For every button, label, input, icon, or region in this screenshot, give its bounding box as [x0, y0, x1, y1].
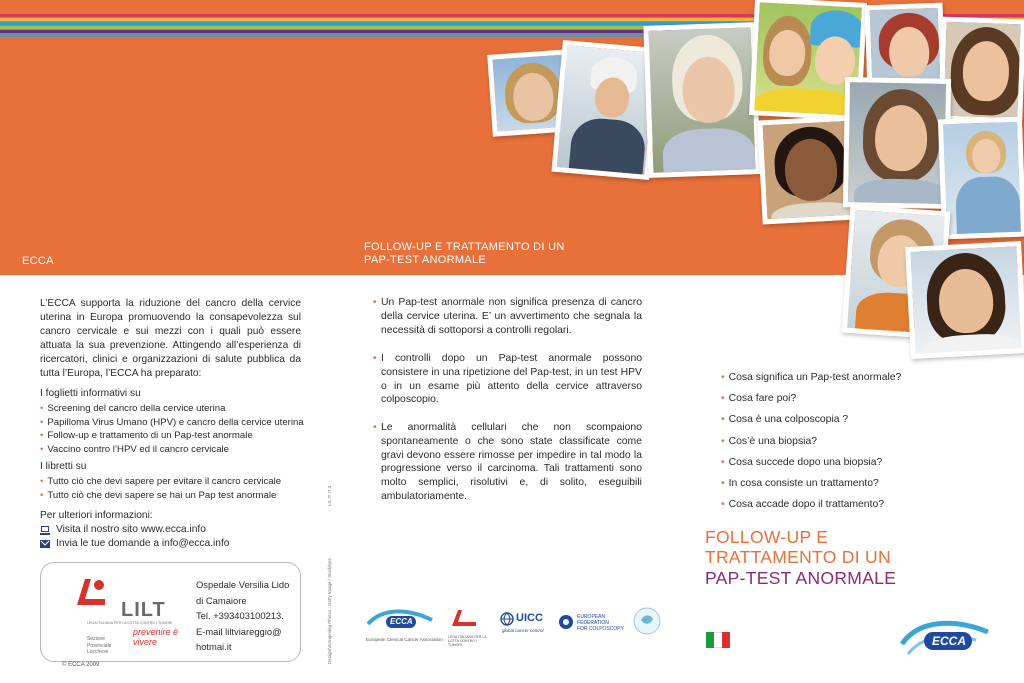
partner-ecca-logo	[366, 606, 443, 646]
lilt-full-name: LEGA ITALIANA PER LA LOTTA CONTRO I TUMORI	[87, 621, 173, 625]
bullet: •	[373, 297, 377, 308]
email-row[interactable]	[40, 538, 229, 549]
banner-label-ecca: ECCA	[22, 255, 54, 267]
vertical-credits: Design/Vormgeving Photos : Getty Image / Stockbyte	[327, 557, 332, 664]
list-item: • Screening del cancro della cervice uterina	[40, 402, 304, 416]
lilt-slogan: prevenire è vivere	[133, 627, 179, 647]
intro-paragraph: L’ECCA supporta la riduzione del cancro della cervice uterina in Europa promuovendo la consapevolezza sul cancro cervicale e sui mezzi con i quali può essere attuata la sua prevenzione. Attingendo all’esperienza di ricercatori, clinici e organizzazioni di salute pubblica da tutta l’Europa, l’ECCA ha preparato:	[40, 298, 301, 379]
lilt-contact-box	[40, 562, 301, 662]
address-line[interactable]: E-mail liltviareggio@	[196, 625, 282, 637]
list-item: • Cosa fare poi?	[721, 393, 901, 414]
efc-seal-icon	[558, 614, 574, 630]
partner-efc-text	[577, 614, 624, 632]
computer-icon	[40, 525, 50, 535]
lilt-section-line: Provinciale	[87, 642, 112, 649]
bullet: •	[373, 422, 377, 433]
booklets-list	[40, 475, 281, 502]
lilt-section-line: Sezione	[87, 636, 106, 642]
flag-green	[706, 632, 714, 648]
partner-ecca-caption: European Cervical Cancer Association	[366, 637, 443, 642]
address-line[interactable]: hotmai.it	[196, 641, 232, 652]
leaflets-list	[40, 402, 304, 456]
photo-woman-9	[938, 117, 1024, 240]
partner-circle-logo	[632, 606, 662, 646]
middle-paragraph-1	[373, 296, 642, 337]
partner-uicc-text: UICC	[516, 612, 543, 624]
partner-uicc-caption: global cancer control	[502, 628, 544, 633]
list-item: • Tutto ciò che devi sapere per evitare il cancro cervicale	[40, 475, 281, 489]
bullet: •	[373, 353, 377, 364]
email-link[interactable]: Invia le tue domande a info@ecca.info	[56, 538, 230, 549]
list-item: • Cos’è una biopsia?	[721, 436, 901, 457]
list-item: • Cosa significa un Pap-test anormale?	[721, 372, 901, 393]
lilt-logo	[65, 569, 187, 655]
list-item: • Cosa è una colposcopia ?	[721, 414, 901, 435]
italian-flag-icon[interactable]	[706, 632, 730, 648]
photo-woman-3	[643, 22, 760, 178]
list-item: • Cosa succede dopo una biopsia?	[721, 457, 901, 478]
address-line: di Camaiore	[196, 594, 247, 606]
list-item: • Cosa accade dopo il trattamento?	[721, 499, 901, 520]
lilt-figure-icon	[71, 575, 111, 611]
lilt-name: LILT	[121, 599, 166, 621]
leaflets-title: I foglietti informativi su	[40, 388, 141, 399]
address-line: Ospedale Versilia Lido	[196, 579, 290, 590]
flag-red	[722, 632, 730, 648]
ecca-logo	[898, 614, 990, 658]
paragraph-text: I controlli dopo un Pap-test anormale possono consistere in una ripetizione del Pap-test, in un test HPV o in un esame più attento della cervice attraverso colposcopio.	[381, 353, 642, 406]
globe-icon	[500, 612, 514, 626]
efc-line: EUROPEAN	[577, 614, 606, 620]
banner-label-topic	[364, 241, 565, 267]
lilt-address	[196, 577, 289, 655]
banner-topic-line1: FOLLOW-UP E TRATTAMENTO DI UN	[364, 241, 565, 253]
address-line: Tel. +393403100213.	[196, 610, 284, 621]
partner-lilt-caption: LEGA ITALIANA PER LA LOTTA CONTRO I TUMORI	[448, 635, 487, 647]
partner-lilt-logo	[448, 606, 486, 646]
efc-line: FOR COLPOSCOPY	[577, 626, 624, 632]
banner-topic-line2: PAP-TEST ANORMALE	[364, 254, 487, 266]
middle-paragraph-2	[373, 352, 642, 407]
title-line-1: FOLLOW-UP E	[705, 527, 829, 547]
partner-uicc-logo	[500, 606, 550, 646]
paragraph-text: Un Pap-test anormale non significa presenza di cancro della cervice uterina. E’ un avvertimento che segnala la necessità di sottoporsi a controlli regolari.	[381, 297, 642, 336]
list-item: • Papilloma Virus Umano (HPV) e cancro della cervice uterina	[40, 416, 304, 430]
middle-paragraph-3	[373, 421, 642, 504]
flag-white	[714, 632, 722, 648]
list-item: • Tutto ciò che devi sapere se hai un Pap test anormale	[40, 489, 281, 503]
questions-list	[721, 372, 901, 520]
website-row[interactable]	[40, 524, 206, 535]
list-item: • In cosa consiste un trattamento?	[721, 478, 901, 499]
photo-woman-6	[938, 17, 1024, 124]
mail-icon	[40, 539, 50, 549]
list-item: • Vaccino contro l’HPV ed il cancro cervicale	[40, 443, 304, 457]
title-line-3: PAP-TEST ANORMALE	[705, 568, 897, 588]
lilt-section	[87, 636, 111, 656]
title-line-2: TRATTAMENTO DI UN	[705, 547, 891, 567]
lilt-small-icon	[448, 606, 482, 630]
vertical-code: LIL IT IT 3	[327, 485, 332, 506]
efc-line: FEDERATION	[577, 620, 609, 626]
partner-ecca-text: ECCA	[390, 617, 413, 626]
copyright: © ECCA 2009	[62, 662, 100, 668]
ecca-logo-text: ECCA	[932, 634, 967, 648]
paragraph-text: Le anormalità cellulari che non scompaiono spontaneamente o che sono state classificate come gravi devono essere rimosse per impedire in tal modo la progressione verso il carcinoma. Tali trattamenti sono molto semplici, risolutivi e, di solito, eseguibili ambulatoriamente.	[381, 422, 642, 502]
photo-woman-8	[843, 77, 951, 209]
photo-woman-11	[905, 241, 1024, 359]
booklets-title: I libretti su	[40, 461, 87, 472]
europe-map-icon	[632, 606, 662, 636]
website-link[interactable]: Visita il nostro sito www.ecca.info	[56, 524, 206, 535]
more-info-title: Per ulteriori informazioni:	[40, 510, 153, 521]
list-item: • Follow-up e trattamento di un Pap-test anormale	[40, 429, 304, 443]
partner-efc-logo	[558, 606, 630, 646]
lilt-section-line: Lucchese	[87, 649, 109, 655]
